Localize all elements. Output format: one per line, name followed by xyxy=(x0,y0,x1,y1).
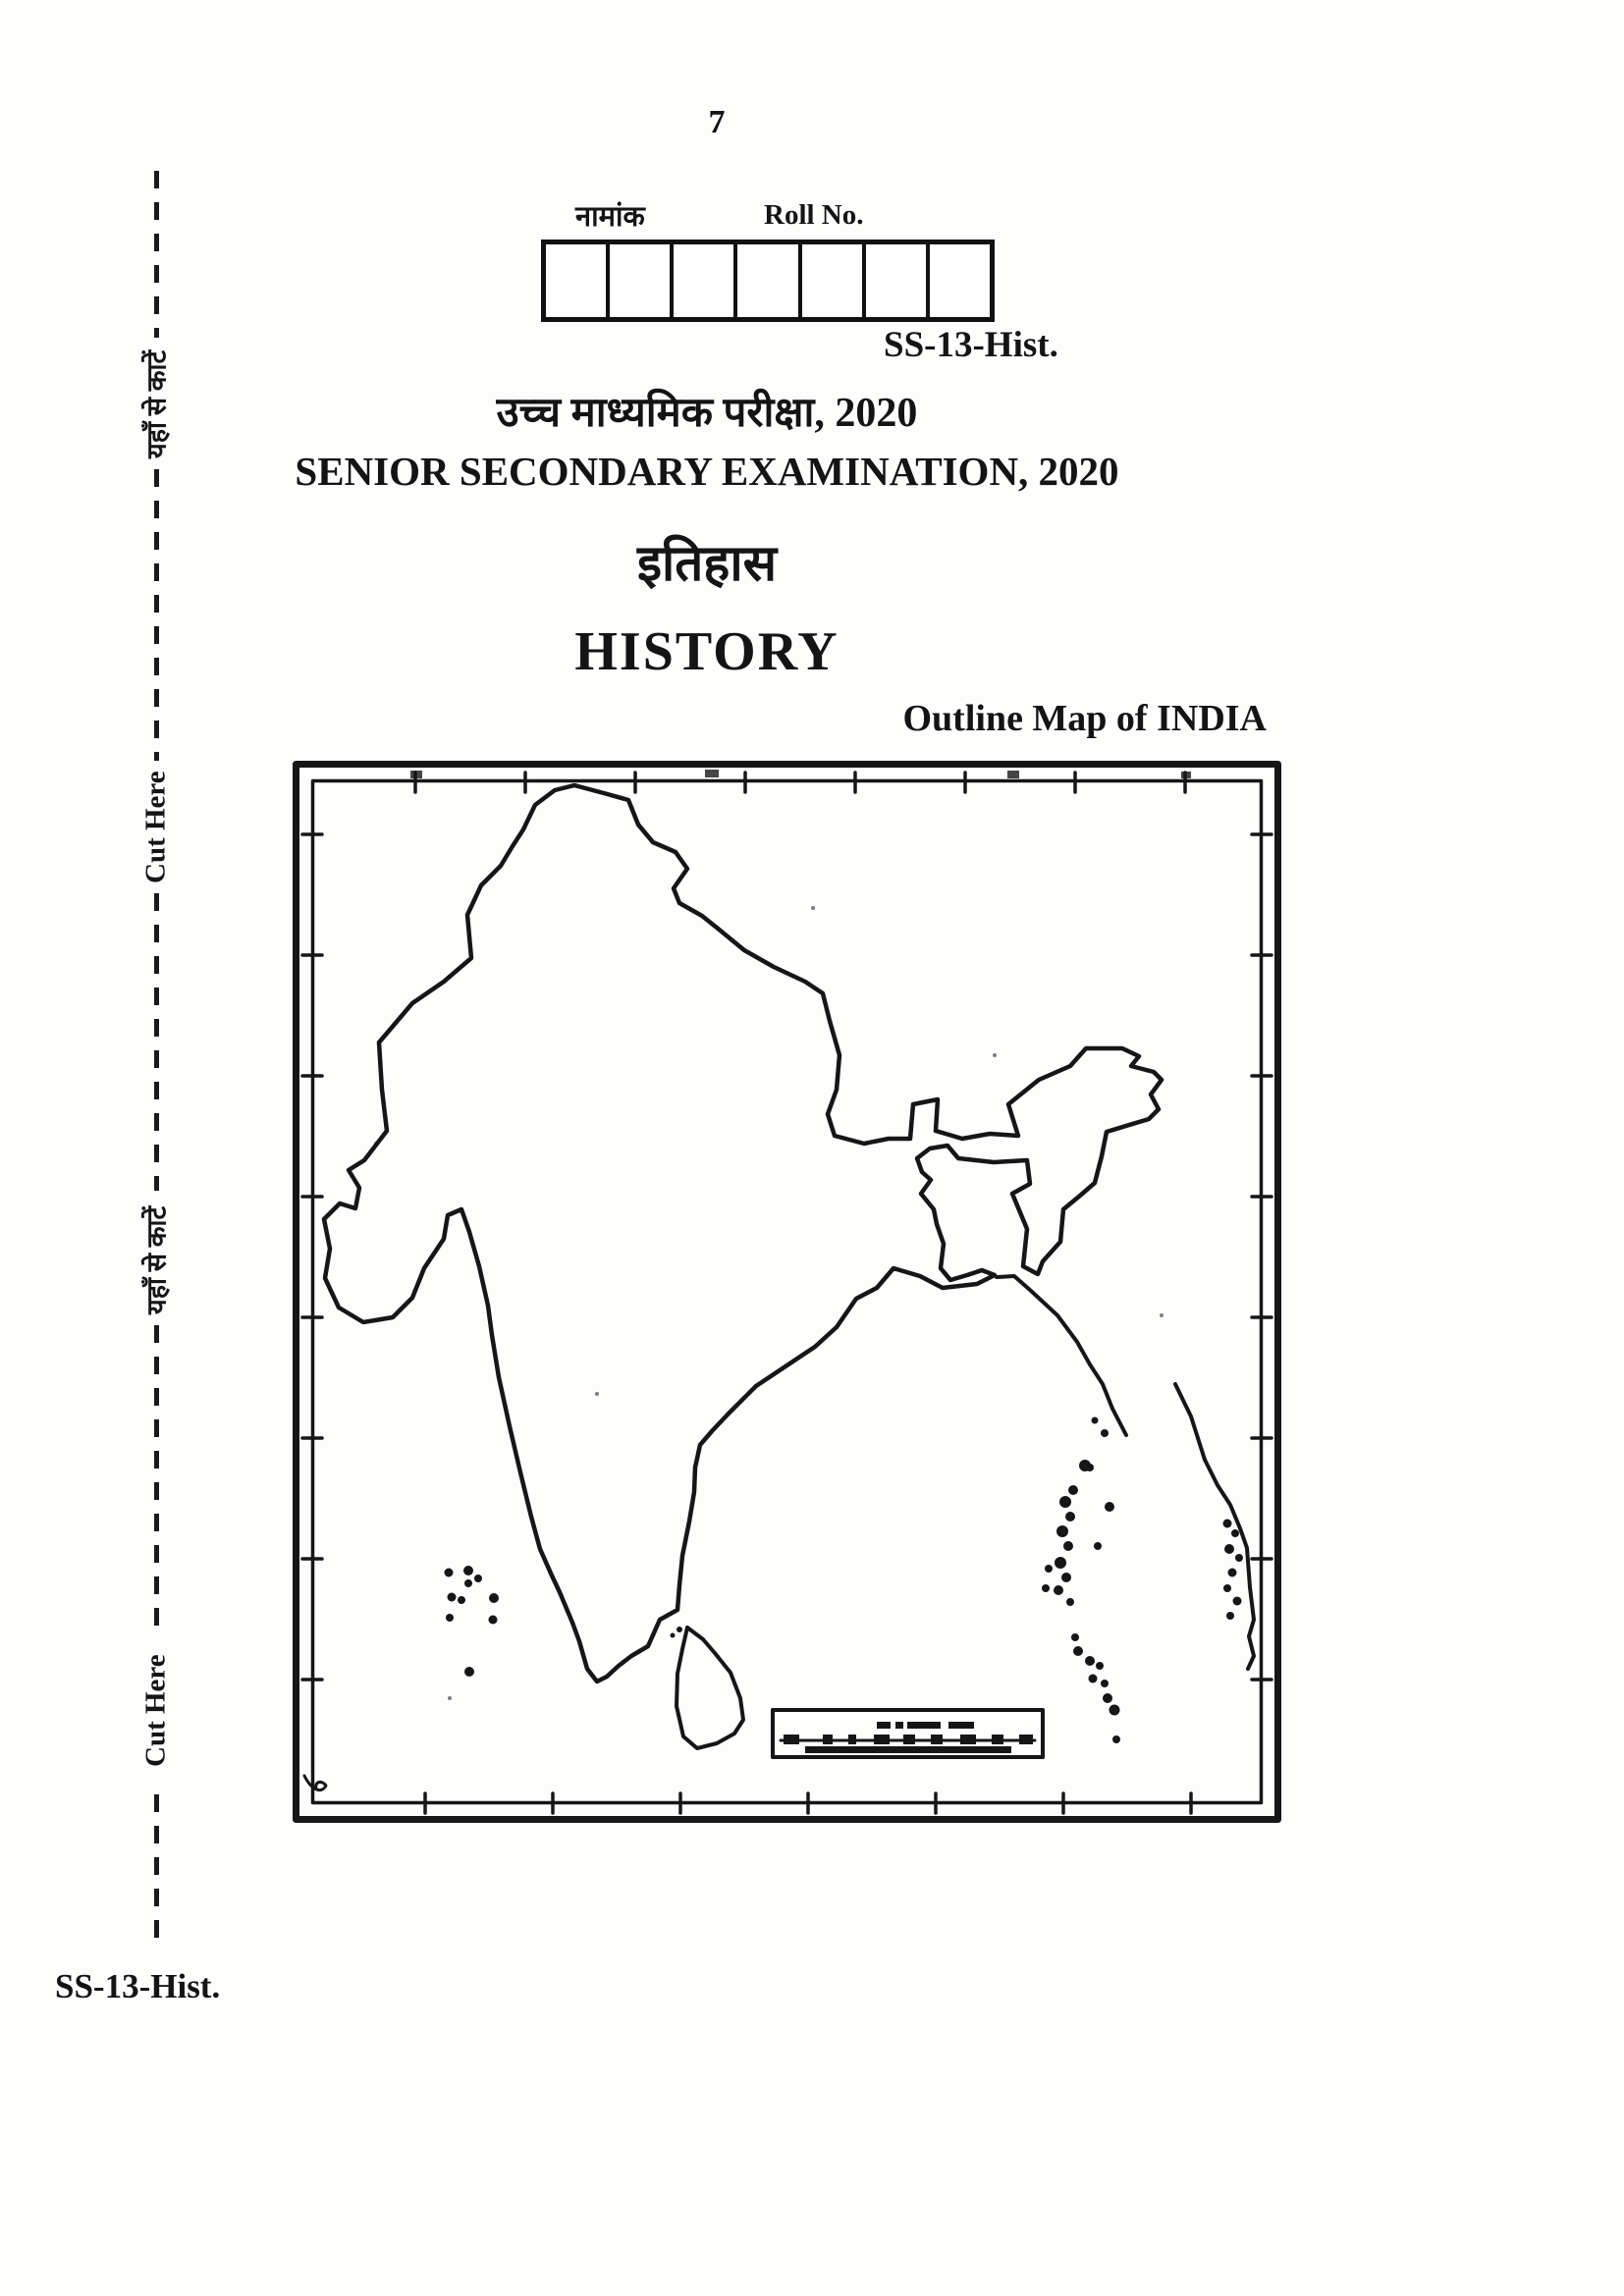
cut-dashed-line xyxy=(154,469,159,761)
exam-title-english: SENIOR SECONDARY EXAMINATION, 2020 xyxy=(295,449,1119,494)
india-outline-map xyxy=(293,761,1281,1823)
roll-number-cell[interactable] xyxy=(930,244,990,317)
cut-dashed-line xyxy=(154,1794,159,1940)
roll-no-label: Roll No. xyxy=(764,199,864,231)
roll-number-cell[interactable] xyxy=(866,244,930,317)
andaman-island-chain xyxy=(1042,1417,1114,1607)
arakan-offshore-islands xyxy=(1223,1520,1244,1621)
corner-artifact xyxy=(304,1776,326,1790)
subject-title-english: HISTORY xyxy=(574,621,839,682)
map-frame-outer xyxy=(297,765,1278,1820)
map-frame-inner xyxy=(313,781,1262,1803)
name-number-label-hindi: नामांक xyxy=(575,201,645,233)
roll-number-cell[interactable] xyxy=(546,244,610,317)
cut-here-label-hindi: यहाँ से काटें xyxy=(141,349,172,459)
palk-strait-islets xyxy=(671,1627,683,1638)
map-caption: Outline Map of INDIA xyxy=(902,698,1267,739)
roll-number-cell[interactable] xyxy=(802,244,866,317)
exam-title-hindi: उच्च माध्यमिक परीक्षा, 2020 xyxy=(496,391,918,436)
roll-number-cell[interactable] xyxy=(737,244,801,317)
subject-title-hindi: इतिहास xyxy=(636,537,778,592)
roll-number-cell[interactable] xyxy=(610,244,674,317)
india-mainland-outline xyxy=(324,785,1162,1682)
cut-dashed-line xyxy=(154,1325,159,1639)
cut-here-label-hindi: यहाँ से काटें xyxy=(141,1205,172,1315)
cut-dashed-line xyxy=(154,171,159,338)
nicobar-island-chain xyxy=(1071,1633,1120,1743)
roll-number-cell[interactable] xyxy=(674,244,737,317)
cut-here-label-english: Cut Here xyxy=(139,1654,172,1768)
scale-bar-divisions xyxy=(784,1735,1033,1753)
scale-bar-text-smudge xyxy=(877,1722,974,1729)
paper-code: SS-13-Hist. xyxy=(55,1967,221,2005)
lakshadweep-island-dots xyxy=(445,1566,500,1677)
roll-number-grid xyxy=(541,240,995,322)
arakan-coastline xyxy=(997,1276,1126,1435)
sri-lanka-outline xyxy=(677,1628,743,1748)
page-number: 7 xyxy=(708,104,726,140)
cut-dashed-line xyxy=(154,893,159,1191)
myanmar-coastline xyxy=(1175,1384,1254,1669)
cut-here-label-english: Cut Here xyxy=(139,771,172,884)
paper-code: SS-13-Hist. xyxy=(884,325,1058,365)
